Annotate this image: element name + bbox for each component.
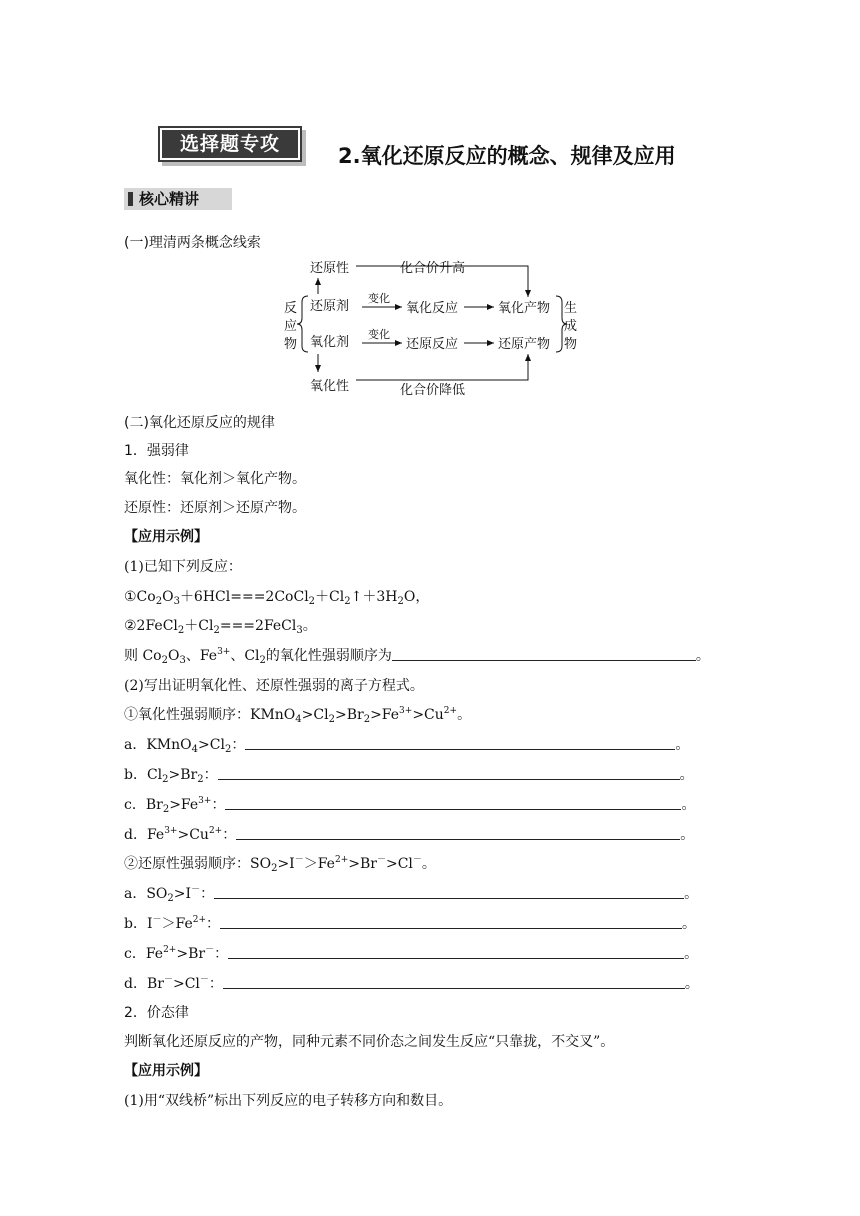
diagram-oxidizer: 氧化剂 <box>310 335 350 350</box>
ox-item-b: b．$Cl_2>Br_2$： 。 <box>124 767 694 785</box>
concept-diagram <box>270 252 600 402</box>
diagram-change-2: 变化 <box>368 328 390 341</box>
rule2-title: 2．价态律 <box>124 1005 189 1021</box>
diagram-change-1: 变化 <box>368 292 390 305</box>
diagram-ox-reaction: 氧化反应 <box>406 301 459 316</box>
core-section-label: 核心精讲 <box>139 190 200 208</box>
q1-reaction-1: $①Co_2O_3+6HCl===2CoCl_2+Cl_2↑+3H_2O$， <box>124 589 430 607</box>
red-item-b: b．$I^->Fe^{2+}$： 。 <box>124 915 697 932</box>
red-order: ②还原性强弱顺序：$SO_2>I^->Fe^{2+}>Br^->Cl^-$。 <box>124 855 436 874</box>
answer-blank[interactable] <box>220 915 682 929</box>
bracket-right-3: 物 <box>564 337 578 352</box>
bottom-connector-arrow <box>356 354 528 380</box>
bracket-left-1: 反 <box>284 301 298 316</box>
answer-blank[interactable] <box>236 826 680 840</box>
q2-intro: (2)写出证明氧化性、还原性强弱的离子方程式。 <box>124 678 424 694</box>
part1-heading: (一)理清两条概念线索 <box>124 235 261 251</box>
answer-blank[interactable] <box>392 647 696 661</box>
rule2-text: 判断氧化还原反应的产物，同种元素不同价态之间发生反应“只靠拢，不交叉”。 <box>124 1034 615 1050</box>
answer-blank[interactable] <box>228 945 684 959</box>
ox-item-d: d．$Fe^{3+}>Cu^{2+}$： 。 <box>124 826 695 843</box>
ox-item-a: a．$KMnO_4>Cl_2$： 。 <box>124 737 690 755</box>
rule1-reducing: 还原性：还原剂＞还原产物。 <box>124 500 306 516</box>
answer-blank[interactable] <box>223 975 685 989</box>
diagram-reducer: 还原剂 <box>310 299 350 314</box>
answer-blank[interactable] <box>225 796 681 810</box>
part2-heading: (二)氧化还原反应的规律 <box>124 415 275 431</box>
bracket-left-2: 应 <box>284 319 298 334</box>
page-title: 2.氧化还原反应的概念、规律及应用 <box>338 144 676 168</box>
q1-intro: (1)已知下列反应： <box>124 559 242 575</box>
diagram-top-label: 化合价升高 <box>400 261 466 276</box>
bracket-left-3: 物 <box>284 337 298 352</box>
diagram-red-reaction: 还原反应 <box>406 337 459 352</box>
section-badge: 选择题专攻 <box>158 126 302 162</box>
left-brace <box>297 296 308 352</box>
bracket-right-1: 生 <box>564 301 578 316</box>
q3-text: (1)用“双线桥”标出下列反应的电子转移方向和数目。 <box>124 1093 453 1109</box>
answer-blank[interactable] <box>214 885 684 899</box>
diagram-ox-product: 氧化产物 <box>498 301 551 316</box>
ox-item-c: c．$Br_2>Fe^{3+}$： 。 <box>124 796 696 815</box>
diagram-red-product: 还原产物 <box>498 337 551 352</box>
red-item-a: a．$SO_2>I^-$： 。 <box>124 885 699 904</box>
bracket-right-2: 成 <box>564 319 578 334</box>
diagram-bottom-left: 氧化性 <box>310 379 350 394</box>
diagram-bottom-label: 化合价降低 <box>400 383 466 398</box>
ox-order: ①氧化性强弱顺序：$KMnO_4>Cl_2>Br_2>Fe^{3+}>Cu^{2+}$。 <box>124 706 472 725</box>
rule1-oxidizing: 氧化性：氧化剂＞氧化产物。 <box>124 471 306 487</box>
answer-blank[interactable] <box>218 766 680 780</box>
example-label-1: 【应用示例】 <box>124 529 208 545</box>
diagram-top-left: 还原性 <box>310 261 350 276</box>
example-label-2: 【应用示例】 <box>124 1063 208 1079</box>
rule1-title: 1．强弱律 <box>124 443 189 459</box>
header-bar-icon <box>128 192 133 206</box>
q1-reaction-2: $②2FeCl_2+Cl_2===2FeCl_3$。 <box>124 618 317 636</box>
red-item-d: d．Br－>Cl－： 。 <box>124 975 699 992</box>
red-item-c: c．$Fe^{2+}>Br^-$： 。 <box>124 945 699 962</box>
q1-question: 则 $Co_2O_3$、$Fe^{3+}$、$Cl_2$的氧化性强弱顺序为 。 <box>124 647 710 666</box>
answer-blank[interactable] <box>245 736 675 750</box>
core-section-header <box>124 188 232 210</box>
